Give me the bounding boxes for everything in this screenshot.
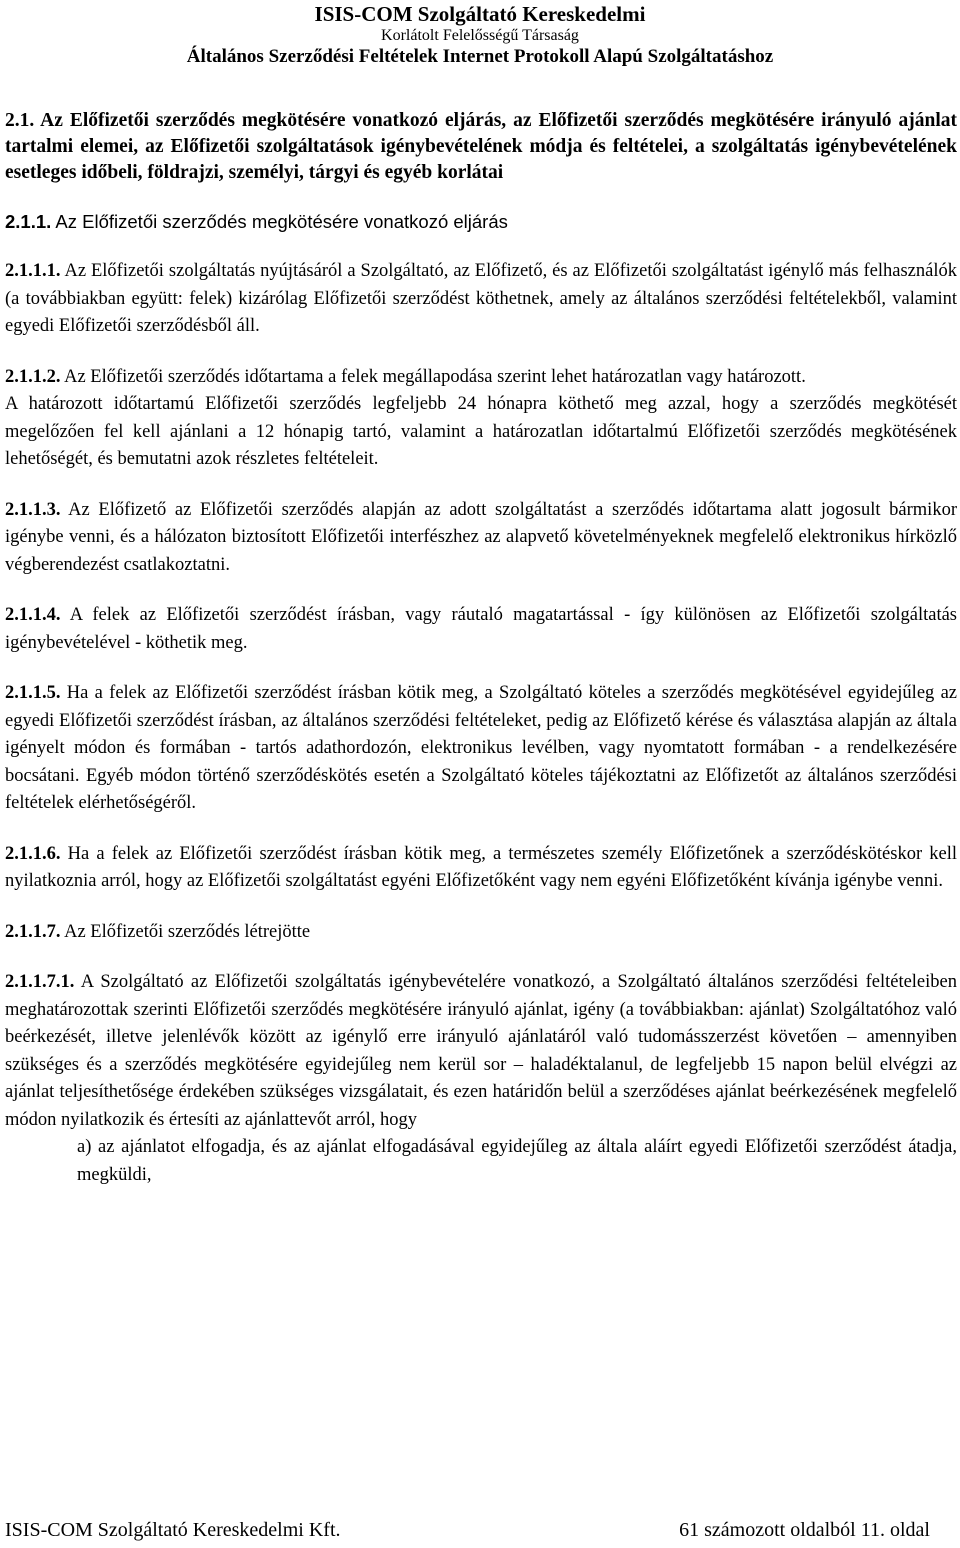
paragraph-number: 2.1.1.1.	[5, 261, 61, 281]
paragraph-text: Az Előfizetői szerződés időtartama a felek megállapodása szerint lehet határozatlan vagy határozott.	[64, 366, 806, 387]
footer-company: ISIS-COM Szolgáltató Kereskedelmi Kft.	[5, 1519, 341, 1541]
document-title: Általános Szerződési Feltételek Internet Protokoll Alapú Szolgáltatáshoz	[186, 46, 774, 67]
paragraph-number: 2.1.1.6.	[5, 843, 61, 864]
paragraph-number: 2.1.1.2.	[5, 366, 61, 387]
subsection-title: Az Előfizetői szerződés megkötésére vonatkozó eljárás	[55, 211, 508, 232]
paragraph-number: 2.1.1.7.	[5, 921, 61, 942]
paragraph-number: 2.1.1.3.	[5, 499, 61, 520]
subsection-number: 2.1.1.	[5, 211, 52, 232]
document-header	[0, 2, 960, 69]
paragraph-2-1-1-4	[5, 602, 957, 657]
company-type: Korlátolt Felelősségű Társaság	[381, 27, 579, 44]
paragraph-2-1-1-7	[5, 919, 957, 947]
paragraph-2-1-1-1	[5, 258, 957, 341]
company-name: ISIS-COM Szolgáltató Kereskedelmi	[314, 2, 646, 26]
paragraph-text: A felek az Előfizetői szerződést írásban, vagy ráutaló magatartással - így különösen az Előfizetői szolgáltatás igénybevételével - köthetik meg.	[5, 605, 957, 653]
paragraph-2-1-1-7-1	[5, 969, 957, 1134]
paragraph-2-1-1-6	[5, 841, 957, 896]
paragraph-2-1-1-3	[5, 497, 957, 580]
page-number: 61 számozott oldalból 11. oldal	[679, 1519, 930, 1541]
paragraph-text: Az Előfizetői szerződés létrejötte	[64, 921, 311, 942]
paragraph-text: Az Előfizetői szolgáltatás nyújtásáról a Szolgáltató, az Előfizető, és az Előfizetői szolgáltatást igénylő más felhasználók (a továbbiakban együtt: felek) kizárólag Előfizetői szerződést köthetnek, amely az általános szerződési feltételekből, valamint egyedi Előfizetői szerződésből áll.	[5, 261, 957, 336]
list-item-a: a) az ajánlatot elfogadja, és az ajánlat elfogadásával egyidejűleg az általa aláírt egyedi Előfizetői szerződést átadja, megküldi,	[77, 1137, 957, 1185]
paragraph-text: A Szolgáltató az Előfizetői szolgáltatás igénybevételére vonatkozó, a Szolgáltató általános szerződési feltételeiben meghatározottak szerinti Előfizetői szerződés megkötésére irányuló ajánlat, igény (a továbbiakban: ajánlat) Szolgáltatóhoz való beérkezését, illetve jelenlévők között az igénylő erre irányuló ajánlatáról való tudomásszerzést követően – amennyiben szükséges és a szerződés megkötésére egyidejűleg nem kerül sor – haladéktalanul, de legfeljebb 15 napon belül elvégzi az ajánlat teljesíthetősége érdekében szükséges vizsgálatait, és ezen határidőn belül a szerződéses ajánlat beérkezésének megfelelő módon nyilatkozik és értesíti az ajánlattevőt arról, hogy	[5, 972, 957, 1130]
paragraph-text: Ha a felek az Előfizetői szerződést írásban kötik meg, a természetes személy Előfizetőnek a szerződéskötéskor kell nyilatkoznia arról, hogy az Előfizetői szolgáltatást egyéni Előfizetőként vagy nem egyéni Előfizetőként kívánja igénybe venni.	[5, 843, 957, 891]
subsection-heading	[5, 209, 957, 235]
section-heading: 2.1. Az Előfizetői szerződés megkötésére vonatkozó eljárás, az Előfizetői szerződés megkötésére irányuló ajánlat tartalmi elemei, az Előfizetői szolgáltatások igénybevételének módja és feltételei, a szolgáltatás igénybevételének esetleges időbeli, földrajzi, személyi, tárgyi és egyéb korlátai	[5, 110, 957, 183]
paragraph-number: 2.1.1.4.	[5, 605, 61, 625]
paragraph-text: Az Előfizető az Előfizetői szerződés alapján az adott szolgáltatást a szerződés időtartama alatt jogosult bármikor igénybe venni, és a hálózaton biztosított Előfizetői interfészhez az alapvető követelményeknek megfelelő elektronikus hírközlő végberendezést csatlakoztatni.	[5, 499, 957, 575]
paragraph-2-1-1-5	[5, 680, 957, 818]
document-body	[5, 108, 957, 1189]
paragraph-2-1-1-2	[5, 364, 957, 392]
paragraph-2-1-1-2-continued: A határozott időtartamú Előfizetői szerződés legfeljebb 24 hónapra köthető meg azzal, hogy a szerződés megkötését megelőzően fel kell ajánlani a 12 hónapig tartó, valamint a határozatlan időtartalmú Előfizetői szerződés megkötésének lehetőségét, és bemutatni azok részletes feltételeit.	[5, 394, 957, 469]
paragraph-text: Ha a felek az Előfizetői szerződést írásban kötik meg, a Szolgáltató köteles a szerződés megkötésével egyidejűleg az egyedi Előfizetői szerződést írásban, az általános szerződési feltételeket, pedig az Előfizető kérése és választása alapján az általa igényelt módon és formában - tartós adathordozón, elektronikus levélben, vagy nyomtatott formában - a rendelkezésére bocsátani. Egyéb módon történő szerződéskötés esetén a Szolgáltató köteles tájékoztatni az Előfizetőt az általános szerződési feltételek elérhetőségéről.	[5, 683, 957, 813]
paragraph-number: 2.1.1.5.	[5, 683, 61, 703]
paragraph-number: 2.1.1.7.1.	[5, 972, 75, 992]
